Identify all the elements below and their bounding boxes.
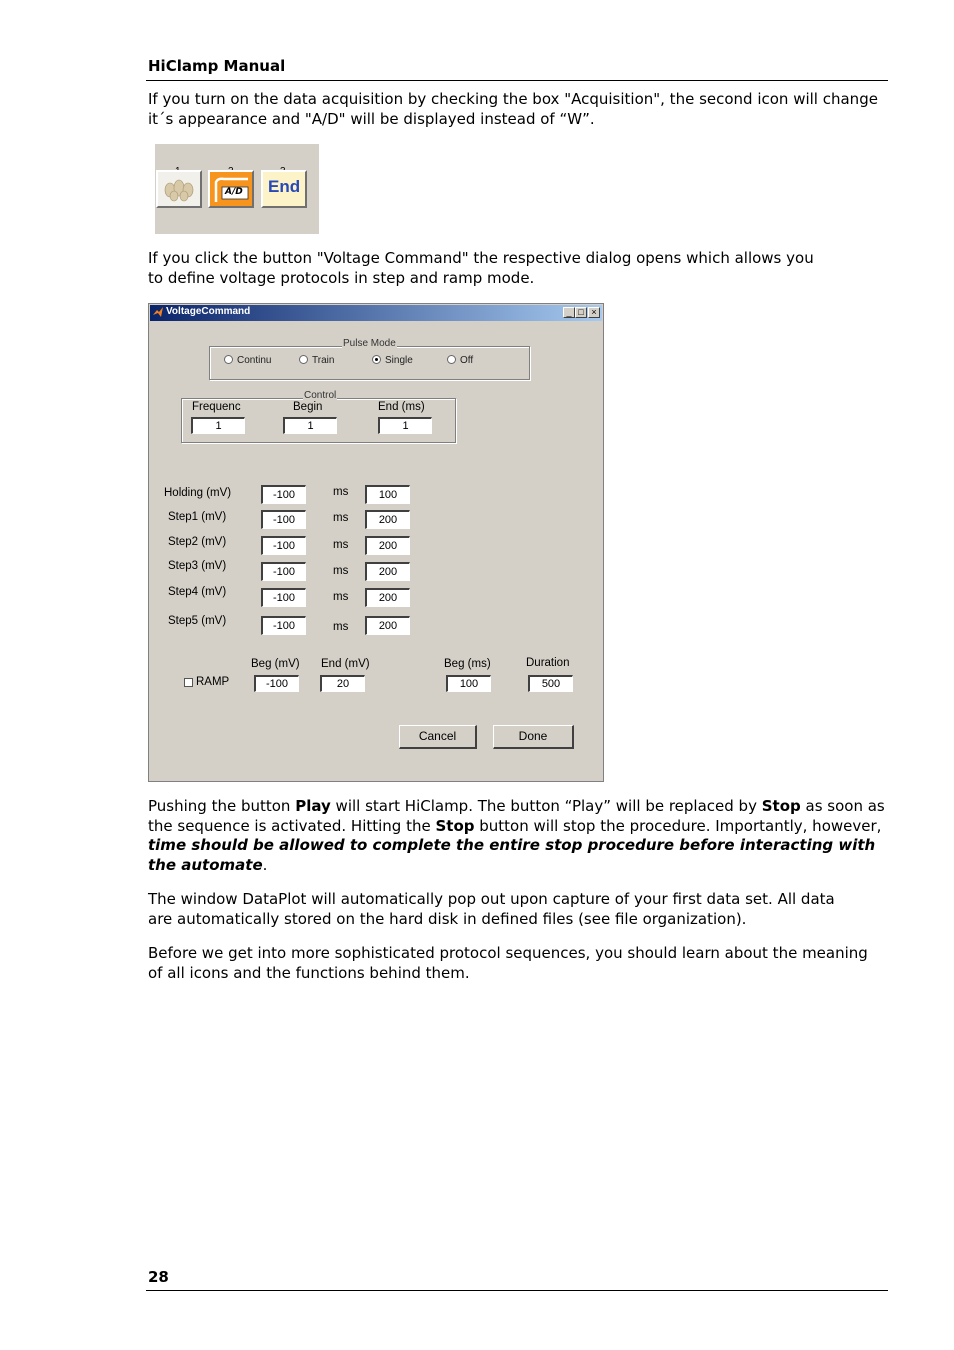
step1-mv-field[interactable]: -100 [261,510,306,529]
step4-mv-field[interactable]: -100 [261,588,306,607]
play-stop-text-2: will start HiClamp. The button “Play” will be replaced by [330,797,762,815]
maximize-button[interactable]: □ [575,307,587,318]
done-button[interactable]: Done [493,725,574,749]
radio-continu[interactable] [224,355,271,366]
holding-mv-field[interactable]: -100 [261,485,306,504]
play-bold: Play [295,797,331,815]
step4-label: Step4 (mV) [168,586,227,598]
radio-off-label: Off [460,355,474,366]
close-button[interactable]: × [588,307,600,318]
radio-continu-dot [224,355,233,364]
matlab-logo-icon [153,307,163,318]
cancel-button[interactable]: Cancel [399,725,477,749]
radio-off-dot [447,355,456,364]
radio-train-dot [299,355,308,364]
step1-label: Step1 (mV) [168,511,227,523]
step1-ms-label: ms [333,512,349,524]
paragraph-acquisition: If you turn on the data acquisition by checking the box "Acquisition", the second icon will change it´s appearance and "A/D" will be displayed instead of “W”. [148,90,878,128]
end-ms-label: End (ms) [378,401,425,413]
paragraph-icons-intro [148,944,888,983]
end-ms-field[interactable]: 1 [378,417,432,434]
ramp-header-end-mv: End (mV) [321,658,370,670]
ramp-duration-field[interactable]: 500 [528,675,573,692]
radio-continu-label: Continu [237,355,272,366]
ramp-checkbox[interactable] [184,678,193,687]
paragraph-dataplot-line2: are automatically stored on the hard disk in defined files (see file organization). [148,909,747,928]
step5-ms-field[interactable]: 200 [365,616,410,635]
toolbar-button-2[interactable] [208,170,254,208]
ramp-beg-mv-field[interactable]: -100 [254,675,299,692]
holding-label: Holding (mV) [164,487,232,499]
radio-train[interactable] [299,355,334,366]
step1-ms-field[interactable]: 200 [365,510,410,529]
step3-ms-label: ms [333,565,349,577]
step2-label: Step2 (mV) [168,536,227,548]
header-title: HiClamp Manual [148,57,286,75]
step2-ms-field[interactable]: 200 [365,536,410,555]
ramp-end-mv-field[interactable]: 20 [320,675,365,692]
play-stop-text-4: button will stop the procedure. Importantly, however, [474,816,882,835]
end-label: End [268,177,301,196]
ramp-label: RAMP [196,676,230,688]
paragraph-voltage-command-line2: to define voltage protocols in step and ramp mode. [148,268,535,287]
ramp-header-beg-mv: Beg (mV) [251,658,300,670]
step4-ms-label: ms [333,591,349,603]
holding-ms-field[interactable]: 100 [365,485,410,504]
step2-ms-label: ms [333,539,349,551]
ramp-header-duration: Duration [526,657,570,669]
paragraph-voltage-command [148,249,888,288]
paragraph-dataplot [148,890,888,929]
radio-single[interactable] [372,355,413,366]
warning-bold-italic: time should be allowed to complete the entire stop procedure before interacting with the automate [148,836,876,874]
play-stop-text-5: . [262,855,268,874]
begin-field[interactable]: 1 [283,417,337,434]
step3-label: Step3 (mV) [168,560,227,572]
ad-label: A/D [225,187,243,197]
paragraph-play-stop [148,797,888,875]
toolbar-button-1[interactable] [156,170,202,208]
stop-bold-1: Stop [761,797,801,815]
stop-bold-2: Stop [435,816,475,835]
step4-ms-field[interactable]: 200 [365,588,410,607]
dialog-titlebar[interactable] [150,305,602,321]
begin-label: Begin [293,401,323,413]
step2-mv-field[interactable]: -100 [261,536,306,555]
radio-off[interactable] [447,355,473,366]
paragraph-voltage-command-line1: If you click the button "Voltage Command" the respective dialog opens which allows you [148,249,814,267]
radio-single-label: Single [385,355,413,366]
page-number: 28 [148,1268,169,1286]
icon-strip [155,144,319,234]
holding-ms-label: ms [333,486,349,498]
radio-single-dot [372,355,381,364]
play-stop-text-3: as soon as the sequence is activated. Hitting the [148,797,885,835]
dialog-title: VoltageCommand [166,306,251,317]
frequenc-field[interactable]: 1 [191,417,245,434]
paragraph-icons-intro-line1: Before we get into more sophisticated protocol sequences, you should learn about the meaning [148,944,868,962]
neuron-cells-icon [158,172,200,206]
step5-ms-label: ms [333,621,349,633]
footer-rule [146,1290,888,1291]
ramp-header-beg-ms: Beg (ms) [444,658,491,670]
pulse-mode-title: Pulse Mode [343,338,396,349]
paragraph-icons-intro-line2: of all icons and the functions behind them. [148,963,470,982]
step5-label: Step5 (mV) [168,615,227,627]
control-title: Control [304,390,337,401]
step3-ms-field[interactable]: 200 [365,562,410,581]
play-stop-text-1: Pushing the button [148,797,296,815]
step3-mv-field[interactable]: -100 [261,562,306,581]
toolbar-button-end[interactable] [261,170,307,208]
step5-mv-field[interactable]: -100 [261,616,306,635]
radio-train-label: Train [312,355,335,366]
voltage-command-dialog [148,303,604,782]
header-rule [146,80,888,81]
frequenc-label: Frequenc [192,401,241,413]
paragraph-dataplot-line1: The window DataPlot will automatically pop out upon capture of your first data set. All data [148,890,835,908]
minimize-button[interactable]: _ [563,307,575,318]
ramp-beg-ms-field[interactable]: 100 [446,675,491,692]
